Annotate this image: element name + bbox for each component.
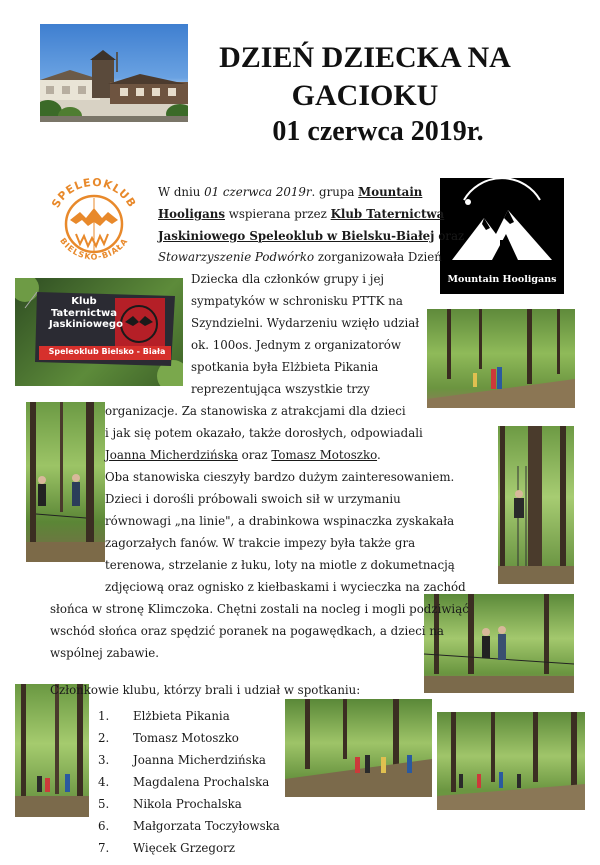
speleo-logo-city: BIELSKO-BIAŁA [58,236,130,262]
slackline-photo [26,402,105,562]
speleo-logo-name: SPELEOKLUB [49,175,139,211]
text-line-22: wspólnej zabawie. [50,646,160,660]
forest-photo-slope [427,309,575,408]
text-line-13: Joanna Micherdzińska oraz Tomasz Motoszko. [105,448,381,462]
member-name: Tomasz Motoszko [133,731,239,745]
text-line-1: W dniu 01 czerwca 2019r. grupa Mountain [158,185,423,199]
page-title-date: 01 czerwca 2019r. [272,116,484,147]
mountain-hooligans-link-a: Mountain [358,185,423,199]
member-name: Małgorzata Toczyłowska [133,819,280,833]
member-name: Elżbieta Pikania [133,709,230,723]
text-line-11: organizacje. Za stanowiska z atrakcjami dla dzieci [105,404,406,418]
ladder-climbing-photo [498,426,574,584]
banner-line-2: Taternictwa [50,307,117,319]
text-line-12: i jak się potem okazało, także dorosłych, odpowiadali [105,426,423,440]
member-number: 4. [98,775,110,789]
text-line-14: Oba stanowiska cieszyły bardzo dużym zainteresowaniem. [105,470,455,484]
forest-activity-photo [285,699,432,797]
text-line-17: zagorzałych fanów. W trakcie impezy była także gra [105,536,416,550]
member-name: Joanna Micherdzińska [133,753,266,767]
speleoklub-logo [40,168,148,276]
text-line-8: ok. 100os. Jednym z organizatorów [191,338,401,352]
hut-photo [40,24,188,122]
text-line-18: terenowa, strzelanie z łuku, loty na miotle z dokumetnacją [105,558,455,572]
member-number: 3. [98,753,110,767]
banner-line-1: Klub [71,296,97,307]
club-link-b: Jaskiniowego Speleoklub w Bielsku-Białej [158,229,435,243]
member-number: 2. [98,731,110,745]
text-line-3: Jaskiniowego Speleoklub w Bielsku-Białej oraz [158,229,465,243]
member-name: Nikola Prochalska [133,797,242,811]
tomasz-link: Tomasz Motoszko [271,448,378,462]
text-line-2: Hooligans wspierana przez Klub Taternictwa [158,207,445,221]
mountain-hooligans-link-b: Hooligans [158,207,225,221]
club-banner-photo [15,278,183,386]
member-number: 1. [98,709,110,723]
text-line-20: słońca w stronę Klimczoka. Chętni zostali na nocleg i mogli podziwiąć [50,602,469,616]
text-line-6: sympatyków w schronisku PTTK na [191,294,403,308]
member-number: 6. [98,819,110,833]
text-line-4: Stowarzyszenie Podwórko zorganizowała Dzień [158,250,442,264]
member-number: 7. [98,841,110,855]
text-line-16: równowagi „na linie", a drabinkowa wspinaczka zyskakała [105,514,455,528]
club-link-a: Klub Taternictwa [330,207,445,221]
forest-path-photo [15,684,89,817]
joanna-link: Joanna Micherdzińska [105,448,238,462]
forest-walk-photo [437,712,585,810]
text-line-21: wschód słońca oraz spędzić poranek na pogawędkach, a dzieci na [50,624,444,638]
text-line-19: zdjęciową oraz ognisko z kiełbaskami i wycieczka na zachód [105,580,466,594]
banner-line-3: Jaskiniowego [49,319,123,330]
text-line-15: Dzieci i dorośli próbowali swoich sił w urzymaniu [105,492,401,506]
text-line-9: spotkania była Elżbieta Pikania [191,360,379,374]
banner-line-4: Speleoklub Bielsko - Biała [48,347,166,356]
text-line-10: reprezentująca wszystkie trzy [191,382,370,396]
members-intro: Członkowie klubu, którzy brali i udział w spotkaniu: [50,683,361,697]
member-number: 5. [98,797,110,811]
text-line-5: Dziecka dla członków grupy i jej [191,272,385,286]
text-line-7: Szyndzielni. Wydarzeniu wzięło udział [191,316,420,330]
page-title-line1: DZIEŃ DZIECKA NA [219,41,511,74]
member-name: Magdalena Prochalska [133,775,270,789]
page-title-line2: GACIOKU [291,79,439,112]
mountain-logo-name: Mountain Hooligans [447,274,557,285]
member-name: Więcek Grzegorz [133,841,235,855]
